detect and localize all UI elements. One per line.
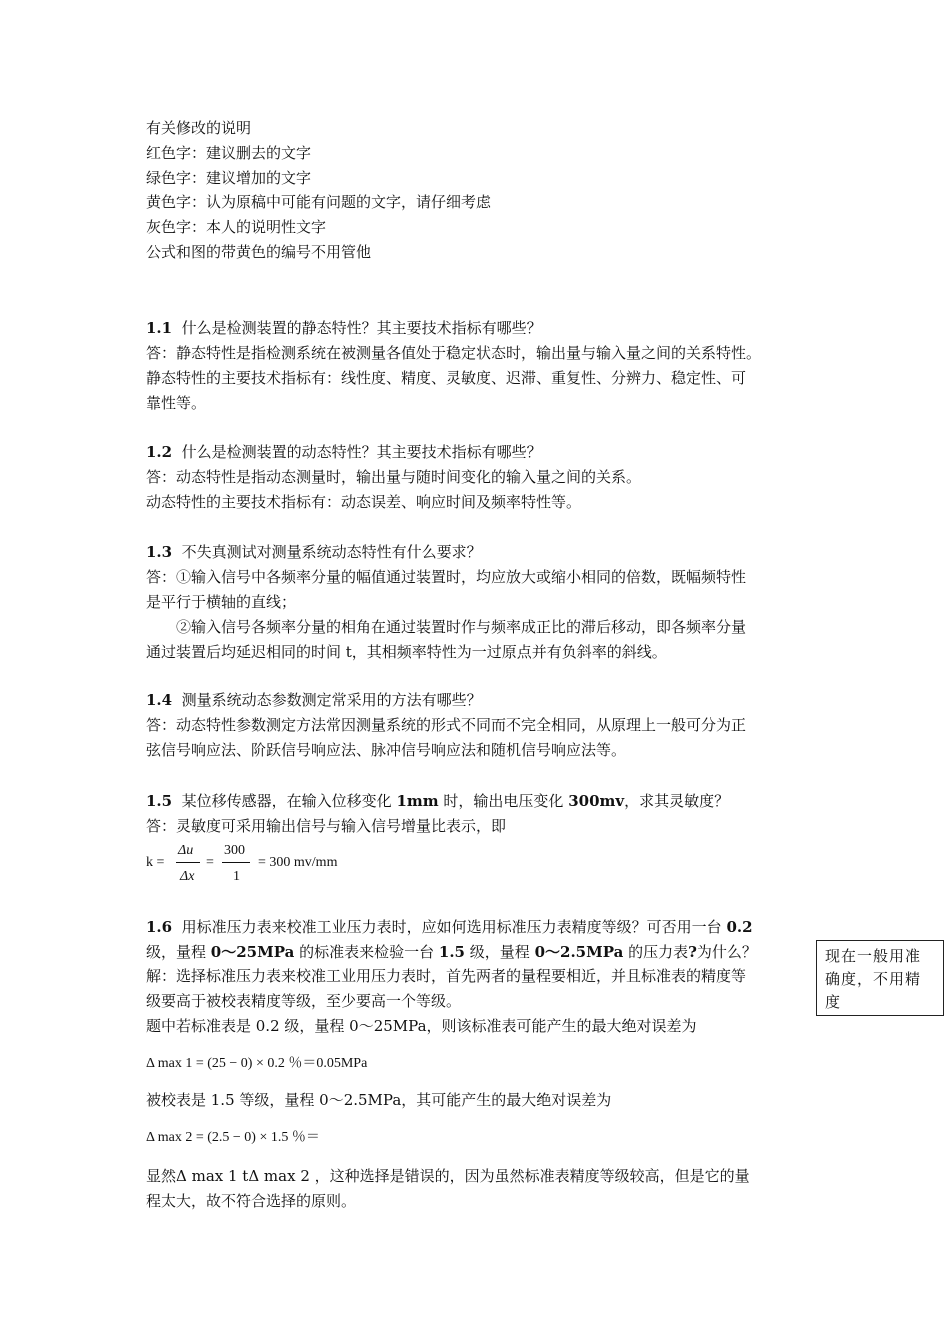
intro-gray: 灰色字：本人的说明性文字 (146, 218, 327, 236)
question-value: 1mm (396, 792, 439, 810)
question-text: 时，输出电压变化 (443, 792, 564, 810)
question-text: 级，量程 (469, 943, 530, 961)
answer-line: 答：①输入信号中各频率分量的幅值通过装置时，均应放大或缩小相同的倍数，既幅频特性 (146, 568, 747, 586)
question-text: 某位移传感器，在输入位移变化 (181, 792, 392, 810)
question-text: 测量系统动态参数测定常采用的方法有哪些？ (181, 691, 482, 709)
answer-line: 程太大，故不符合选择的原则。 (146, 1192, 357, 1210)
question-text: 级，量程 (146, 943, 207, 961)
formula-denominator: Δx (180, 869, 195, 884)
question-text: 不失真测试对测量系统动态特性有什么要求？ (181, 543, 482, 561)
question-1-5 (146, 791, 729, 811)
question-number: 1.2 (146, 443, 173, 461)
question-1-3 (146, 542, 482, 562)
question-1-1 (146, 318, 542, 338)
answer-line: 是平行于横轴的直线； (146, 593, 297, 611)
fraction-bar (176, 862, 200, 863)
answer-line: 动态特性的主要技术指标有：动态误差、响应时间及频率特性等。 (146, 493, 582, 511)
question-value: 0～2.5MPa (534, 943, 624, 961)
question-text: 用标准压力表来校准工业压力表时，应如何选用标准压力表精度等级？可否用一台 (181, 918, 722, 936)
formula-result: = 300 mv/mm (258, 855, 338, 870)
intro-red: 红色字：建议删去的文字 (146, 144, 312, 162)
answer-line: 靠性等。 (146, 394, 207, 412)
intro-green: 绿色字：建议增加的文字 (146, 169, 312, 187)
question-1-4 (146, 690, 482, 710)
question-value: 0～25MPa (210, 943, 295, 961)
answer-line: 静态特性的主要技术指标有：线性度、精度、灵敏度、迟滞、重复性、分辨力、稳定性、可 (146, 369, 747, 387)
fraction-bar (222, 862, 250, 863)
formula-numerator: Δu (178, 843, 194, 858)
answer-line: 级要高于被校表精度等级，至少要高一个等级。 (146, 992, 462, 1010)
answer-line: 显然Δ max 1 tΔ max 2 ，这种选择是错误的，因为虽然标准表精度等级较高，但是它的量 (146, 1167, 750, 1185)
error-formula-1: Δ max 1 = (25 − 0) × 0.2 ％＝0.05MPa (146, 1056, 368, 1071)
answer-line: 答：静态特性是指检测系统在被测量各值处于稳定状态时，输出量与输入量之间的关系特性。 (146, 344, 762, 362)
question-text: 的压力表 (628, 943, 689, 961)
answer-line: ②输入信号各频率分量的相角在通过装置时作与频率成正比的滞后移动，即各频率分量 (176, 618, 747, 636)
question-value: 300mv (568, 792, 625, 810)
question-1-6-line-2 (146, 942, 757, 962)
formula-numerator: 300 (224, 843, 245, 858)
intro-yellow: 黄色字：认为原稿中可能有问题的文字，请仔细考虑 (146, 193, 492, 211)
answer-line: 被校表是 1.5 等级，量程 0～2.5MPa，其可能产生的最大绝对误差为 (146, 1091, 612, 1109)
intro-formula-note: 公式和图的带黄色的编号不用管他 (146, 243, 372, 261)
question-value: ? (688, 943, 697, 961)
formula-equals: = (206, 855, 214, 870)
question-1-2 (146, 442, 542, 462)
error-formula-2: Δ max 2 = (2.5 − 0) × 1.5 ％＝ (146, 1130, 320, 1145)
answer-line: 解：选择标准压力表来校准工业用压力表时，首先两者的量程要相近，并且标准表的精度等 (146, 967, 747, 985)
question-number: 1.3 (146, 543, 173, 561)
answer-line: 答：动态特性是指动态测量时，输出量与随时间变化的输入量之间的关系。 (146, 468, 642, 486)
answer-line: 通过装置后均延迟相同的时间 t，其相频率特性为一过原点并有负斜率的斜线。 (146, 643, 667, 661)
question-number: 1.4 (146, 691, 173, 709)
question-number: 1.1 (146, 319, 173, 337)
side-comment-box: 现在一般用准确度，不用精度 (816, 940, 944, 1016)
answer-line: 答：灵敏度可采用输出信号与输入信号增量比表示，即 (146, 817, 507, 835)
answer-line: 弦信号响应法、阶跃信号响应法、脉冲信号响应法和随机信号响应法等。 (146, 741, 627, 759)
question-text: 为什么？ (696, 943, 757, 961)
intro-title: 有关修改的说明 (146, 119, 252, 137)
question-1-6 (146, 917, 753, 937)
question-value: 1.5 (438, 943, 465, 961)
answer-line: 答：动态特性参数测定方法常因测量系统的形式不同而不完全相同，从原理上一般可分为正 (146, 716, 747, 734)
question-text: 的标准表来检验一台 (299, 943, 435, 961)
question-text: 什么是检测装置的静态特性？其主要技术指标有哪些？ (181, 319, 542, 337)
question-text: ，求其灵敏度？ (624, 792, 730, 810)
formula-denominator: 1 (233, 869, 240, 884)
answer-line: 题中若标准表是 0.2 级，量程 0～25MPa，则该标准表可能产生的最大绝对误差为 (146, 1017, 697, 1035)
question-text: 什么是检测装置的动态特性？其主要技术指标有哪些？ (181, 443, 542, 461)
formula-k: k = (146, 855, 165, 870)
question-number: 1.6 (146, 918, 173, 936)
question-value: 0.2 (726, 918, 753, 936)
question-number: 1.5 (146, 792, 173, 810)
